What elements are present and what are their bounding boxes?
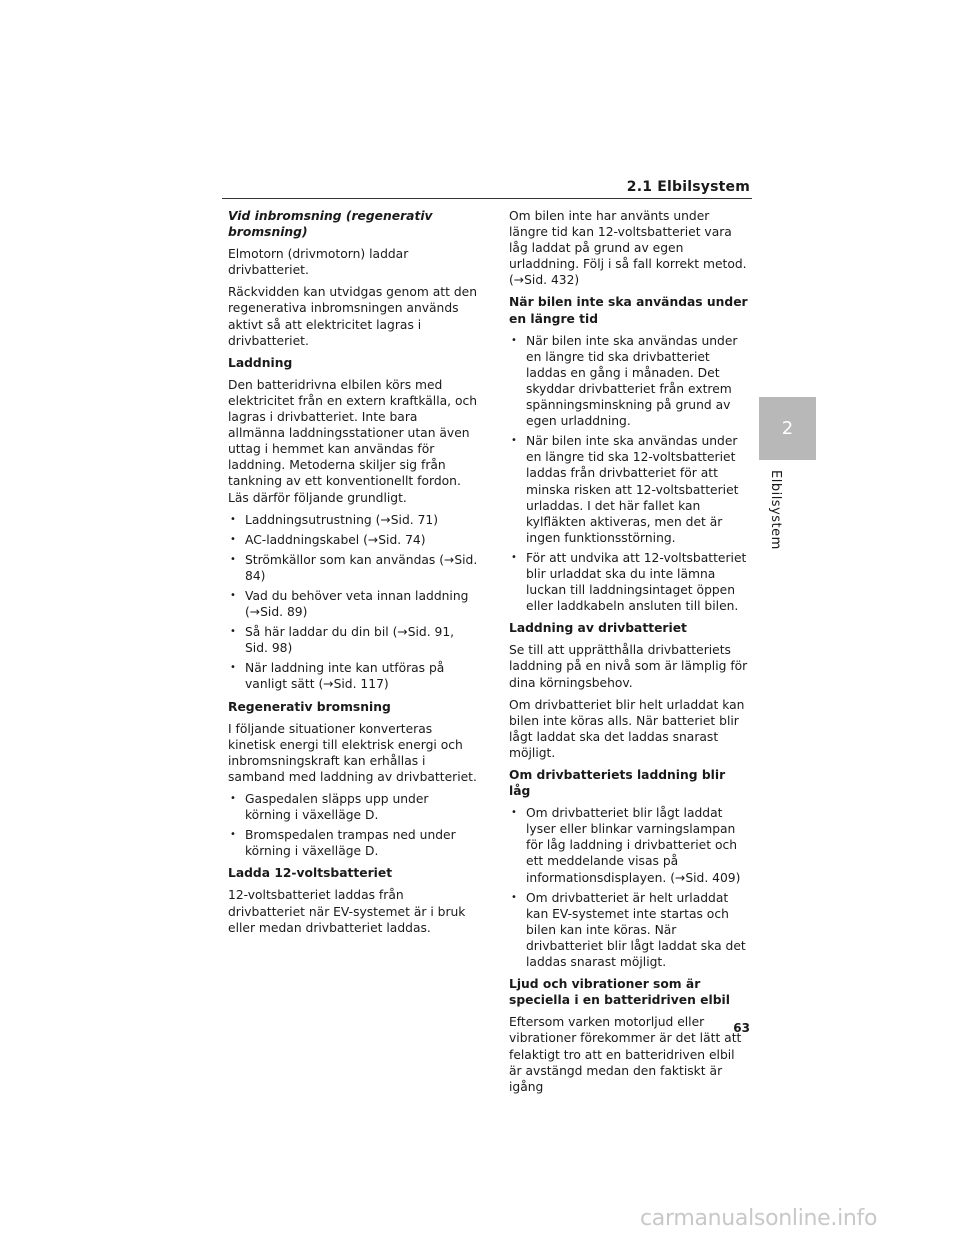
- list-item: • AC-laddningskabel (→Sid. 74): [228, 532, 478, 548]
- chapter-label: Elbilsystem: [768, 470, 783, 550]
- list-item: • För att undvika att 12-voltsbatteriet blir urladdat ska du inte lämna luckan till laddningsintaget öppen eller laddkabeln ansluten till bilen.: [509, 550, 749, 614]
- right-column: [509, 208, 749, 1101]
- list-item: • När laddning inte kan utföras på vanligt sätt (→Sid. 117): [228, 660, 478, 692]
- list-item: • När bilen inte ska användas under en längre tid ska drivbatteriet laddas en gång i månaden. Det skyddar drivbatteriet från extrem spänningsminskning på grund av egen urladdning.: [509, 333, 749, 430]
- paragraph: Räckvidden kan utvidgas genom att den regenerativa inbromsningen används aktivt så att elektricitet lagras i drivbatteriet.: [228, 285, 478, 348]
- paragraph: Eftersom varken motorljud eller vibrationer förekommer är det lätt att felaktigt tro att en batteridriven elbil är avstängd medan den faktiskt är igång: [509, 1015, 742, 1094]
- paragraph: 12-voltsbatteriet laddas från drivbatteriet när EV-systemet är i bruk eller medan drivbatteriet laddas.: [228, 888, 466, 935]
- heading-low-charge: Om drivbatteriets laddning blir låg: [509, 768, 726, 799]
- list-item: • Gaspedalen släpps upp under körning i växelläge D.: [228, 791, 478, 823]
- list-item: • Strömkällor som kan användas (→Sid. 84): [228, 552, 478, 584]
- list-item: • Om drivbatteriet är helt urladdat kan EV-systemet inte startas och bilen kan inte köras. När drivbatteriet blir lågt laddat ska det laddas snarast möjligt.: [509, 890, 749, 970]
- list-item: • Om drivbatteriet blir lågt laddat lyser eller blinkar varningslampan för låg laddning i drivbatteriet och ett meddelande visas på informationsdisplayen. (→Sid. 409): [509, 805, 749, 885]
- paragraph: Elmotorn (drivmotorn) laddar drivbatteriet.: [228, 247, 409, 278]
- list-item: • När bilen inte ska användas under en längre tid ska 12-voltsbatteriet laddas från drivbatteriet för att minska risken att 12-voltsbatteriet urladdas. I det här fallet kan kylfläkten aktiveras, men det är ingen funktionsstörning.: [509, 433, 749, 546]
- heading-traction-battery-charging: Laddning av drivbatteriet: [509, 621, 687, 636]
- heading-long-storage: När bilen inte ska användas under en längre tid: [509, 295, 748, 326]
- list-item: • Vad du behöver veta innan laddning (→Sid. 89): [228, 588, 478, 620]
- list-item: • Bromspedalen trampas ned under körning i växelläge D.: [228, 827, 478, 859]
- heading-12v-battery: Ladda 12-voltsbatteriet: [228, 866, 393, 881]
- chapter-number: 2: [781, 418, 794, 439]
- heading-sounds-vibrations: Ljud och vibrationer som är speciella i en batteridriven elbil: [509, 977, 730, 1008]
- paragraph: Se till att upprätthålla drivbatteriets laddning på en nivå som är lämplig för dina körningsbehov.: [509, 643, 748, 690]
- list-item: • Laddningsutrustning (→Sid. 71): [228, 512, 478, 528]
- paragraph: Den batteridrivna elbilen körs med elektricitet från en extern kraftkälla, och lagras i drivbatteriet. Inte bara allmänna laddningsstationer utan även uttag i hemmet kan användas för laddning. Metoderna skiljer sig från tankning av ett konventionellt fordon. Läs därför följande grundligt.: [228, 377, 478, 505]
- heading-regenerative-braking-italic: Vid inbromsning (regenerativ bromsning): [228, 209, 433, 240]
- paragraph: Om drivbatteriet blir helt urladdat kan bilen inte köras alls. När batteriet blir lågt laddat ska det laddas snarast möjligt.: [509, 697, 745, 760]
- bullet-list: [509, 805, 749, 970]
- paragraph: I följande situationer konverteras kinetisk energi till elektrisk energi och inbromsningskraft kan erhållas i samband med laddning av drivbatteriet.: [228, 721, 477, 784]
- bullet-list: [228, 791, 478, 859]
- chapter-tab: [759, 397, 816, 460]
- heading-regenerative-braking: Regenerativ bromsning: [228, 699, 391, 714]
- paragraph: Om bilen inte har använts under längre tid kan 12-voltsbatteriet vara låg laddat på grund av egen urladdning. Följ i så fall korrekt metod. (→Sid. 432): [509, 209, 747, 288]
- header-divider: [222, 198, 752, 199]
- list-item: • Så här laddar du din bil (→Sid. 91, Sid. 98): [228, 624, 478, 656]
- bullet-list: [509, 333, 749, 615]
- watermark-text: carmanualsonline.info: [640, 1206, 878, 1231]
- section-header-title: 2.1 Elbilsystem: [626, 179, 750, 195]
- heading-charging: Laddning: [228, 355, 293, 370]
- bullet-list: [228, 512, 478, 693]
- left-column: [228, 208, 478, 942]
- page-number: 63: [733, 1021, 750, 1035]
